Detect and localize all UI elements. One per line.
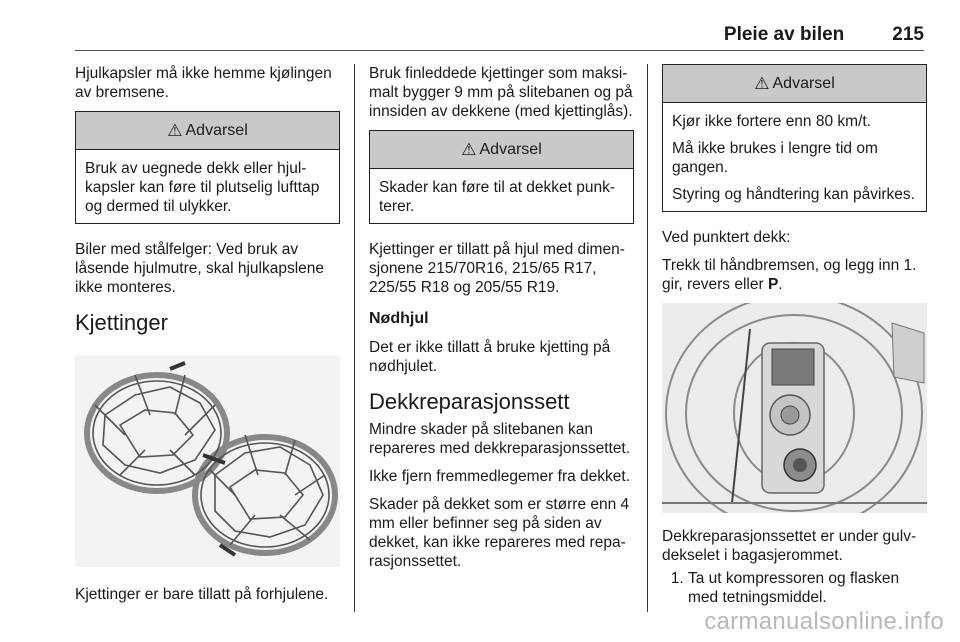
warning-box (662, 64, 927, 212)
steel-wheels-note: Biler med stålfelger: Ved bruk av låsende hjulmutre, skal hjulkapslene ikke monteres. (75, 241, 325, 296)
chains-caption: Kjettinger er bare tillatt på forhjulene. (75, 586, 329, 603)
handbrake-text: Trekk til håndbremsen, og legg inn 1. gir, revers eller (662, 257, 917, 293)
handbrake-end: . (778, 276, 783, 293)
snow-chains-illustration (75, 355, 340, 567)
chain-info: Bruk finleddede kjettinger som maksimalt bygger 9 mm på slitebanen og på innsiden av dekkene (med kjettinglås). (369, 65, 633, 120)
column-divider (354, 64, 355, 612)
column-1 (75, 64, 340, 613)
warning-header (76, 112, 339, 150)
spare-wheel-text: Det er ikke tillatt å bruke kjetting på nødhjulet. (369, 339, 611, 375)
column-3 (662, 64, 927, 607)
heading-spare-wheel: Nødhjul (369, 310, 429, 327)
hubcap-note: Hjulkapsler må ikke hemme kjølingen av bremsene. (75, 65, 332, 101)
snow-chains-image (75, 355, 340, 567)
steps-list (662, 569, 927, 607)
warning-triangle-icon: ⚠ (754, 74, 770, 93)
column-2 (369, 64, 634, 580)
warning-header (663, 65, 926, 103)
warning-body (370, 169, 633, 223)
warning-line: Styring og håndtering kan påvirkes. (672, 186, 915, 203)
warning-triangle-icon: ⚠ (461, 140, 477, 159)
page-header (75, 24, 924, 51)
warning-title: Advarsel (185, 122, 248, 139)
warning-body (76, 150, 339, 223)
repair-paragraph: Ikke fjern fremmedlegemer fra dekket. (369, 468, 631, 485)
list-item: 1. Ta ut kompressoren og flasken med tetningsmiddel. (688, 569, 927, 607)
warning-text: Skader kan føre til at dekket punkterer. (379, 179, 616, 215)
warning-body (663, 103, 926, 211)
handbrake-instruction (662, 256, 927, 294)
heading-repair-kit: Dekkreparasjonssett (369, 389, 570, 414)
warning-title: Advarsel (479, 141, 542, 158)
repair-kit-illustration (662, 303, 927, 513)
warning-box (369, 130, 634, 224)
allowed-dimensions: Kjettinger er tillatt på hjul med dimensjonene 215/70R16, 215/65 R17, 225/55 R18 og 205/55 R19. (369, 241, 625, 296)
warning-box (75, 111, 340, 224)
watermark: carmanualsonline.info (704, 608, 944, 635)
kit-location: Dekkreparasjonssettet er under gulvdekselet i bagasjerommet. (662, 528, 917, 564)
warning-title: Advarsel (772, 75, 835, 92)
warning-text: Bruk av uegnede dekk eller hjulkapsler kan føre til plutselig lufttap og dermed til ulykker. (85, 160, 320, 215)
trunk-image (662, 303, 927, 513)
column-divider (647, 64, 648, 612)
repair-paragraph: Mindre skader på slitebanen kan repareres med dekkreparasjonssettet. (369, 421, 631, 457)
gear-p: P (767, 276, 779, 293)
heading-chains: Kjettinger (75, 310, 168, 335)
punctured-note: Ved punktert dekk: (662, 229, 791, 246)
warning-line: Må ikke brukes i lengre tid om gangen. (672, 140, 878, 176)
repair-paragraph: Skader på dekket som er større enn 4 mm eller befinner seg på siden av dekket, kan ikke repareres med reparasjonssettet. (369, 496, 630, 570)
warning-triangle-icon: ⚠ (167, 121, 183, 140)
page-number: 215 (892, 24, 924, 45)
section-title: Pleie av bilen (723, 24, 845, 45)
warning-line: Kjør ikke fortere enn 80 km/t. (672, 113, 871, 130)
warning-header (370, 131, 633, 169)
